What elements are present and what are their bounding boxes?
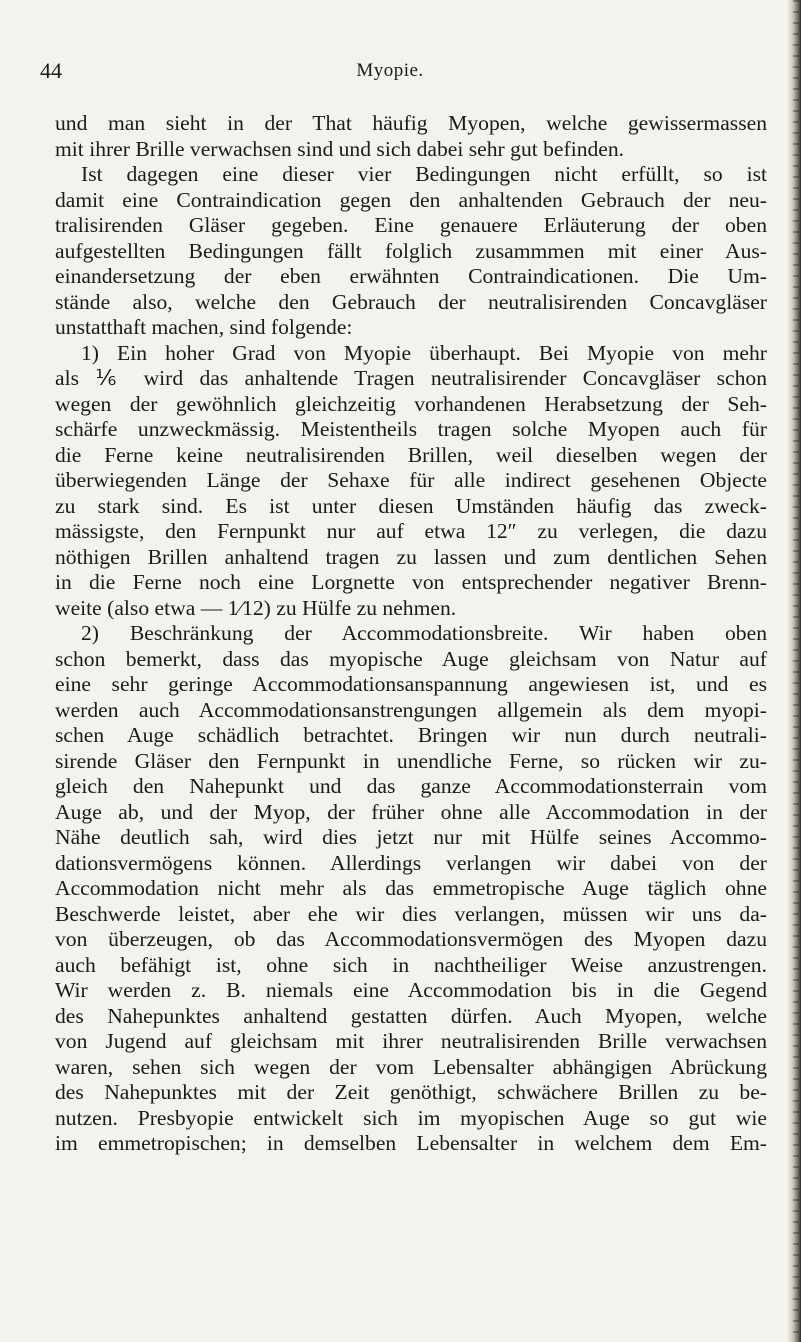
- page-header: [40, 58, 740, 88]
- text-line: mässigste, den Fernpunkt nur auf etwa 12″ zu verlegen, die dazu: [55, 519, 767, 543]
- page-number: 44: [40, 58, 62, 83]
- text-line: eine sehr geringe Accommodationsanspannung angewiesen ist, und es: [55, 672, 767, 696]
- text-line: von Jugend auf gleichsam mit ihrer neutralisirenden Brille verwachsen: [55, 1029, 767, 1053]
- text-line: tralisirenden Gläser gegeben. Eine genauere Erläuterung der oben: [55, 213, 767, 237]
- text-line: schärfe unzweckmässig. Meistentheils tragen solche Myopen auch für: [55, 417, 767, 441]
- text-line: schen Auge schädlich betrachtet. Bringen wir nun durch neutrali-: [55, 723, 767, 747]
- body-text: [55, 111, 767, 1157]
- text-line: auch befähigt ist, ohne sich in nachtheiliger Weise anzustrengen.: [55, 952, 767, 977]
- page-edge-marks: [793, 0, 799, 1342]
- text-line: Ist dagegen eine dieser vier Bedingungen nicht erfüllt, so ist: [81, 162, 767, 186]
- text-line: überwiegenden Länge der Sehaxe für alle indirect gesehenen Objecte: [55, 468, 767, 492]
- text-line: unstatthaft machen, sind folgende:: [55, 315, 353, 339]
- text-line: Accommodation nicht mehr als das emmetropische Auge täglich ohne: [55, 876, 767, 900]
- text-line: die Ferne keine neutralisirenden Brillen, weil dieselben wegen der: [55, 442, 767, 467]
- text-line: einandersetzung der eben erwähnten Contraindicationen. Die Um-: [55, 264, 767, 288]
- text-line: und man sieht in der That häufig Myopen, welche gewissermassen: [55, 111, 767, 135]
- text-line: sirende Gläser den Fernpunkt in unendliche Ferne, so rücken wir zu-: [55, 748, 767, 773]
- text-line: des Nahepunktes anhaltend gestatten dürfen. Auch Myopen, welche: [55, 1003, 767, 1028]
- text-line: im emmetropischen; in demselben Lebensalter in welchem dem Em-: [55, 1131, 767, 1155]
- text-line: als ⅙ wird das anhaltende Tragen neutralisirender Concavgläser schon: [55, 366, 767, 390]
- text-line: zu stark sind. Es ist unter diesen Umständen häufig das zweck-: [55, 493, 767, 518]
- text-line: weite (also etwa — 1⁄12) zu Hülfe zu nehmen.: [55, 595, 457, 620]
- text-line: waren, sehen sich wegen der vom Lebensalter abhängigen Abrückung: [55, 1054, 767, 1079]
- text-line: Beschwerde leistet, aber ehe wir dies verlangen, müssen wir uns da-: [55, 901, 767, 926]
- text-line: nutzen. Presbyopie entwickelt sich im myopischen Auge so gut wie: [55, 1105, 767, 1130]
- text-line: wegen der gewöhnlich gleichzeitig vorhandenen Herabsetzung der Seh-: [55, 391, 767, 416]
- text-line: gleich den Nahepunkt und das ganze Accommodationsterrain vom: [55, 774, 767, 798]
- running-head: Myopie.: [356, 60, 424, 81]
- text-line: dationsvermögens können. Allerdings verlangen wir dabei von der: [55, 850, 767, 875]
- text-line: 2) Beschränkung der Accommodationsbreite. Wir haben oben: [81, 621, 767, 645]
- text-line: in die Ferne noch eine Lorgnette von entsprechender negativer Brenn-: [55, 570, 767, 594]
- text-line: schon bemerkt, dass das myopische Auge gleichsam von Natur auf: [55, 646, 767, 671]
- text-line: damit eine Contraindication gegen den anhaltenden Gebrauch der neu-: [55, 187, 767, 212]
- text-line: werden auch Accommodationsanstrengungen allgemein als dem myopi-: [55, 697, 767, 722]
- text-line: nöthigen Brillen anhaltend tragen zu lassen und zum dentlichen Sehen: [55, 544, 767, 569]
- text-line: von überzeugen, ob das Accommodationsvermögen des Myopen dazu: [55, 927, 767, 951]
- text-line: des Nahepunktes mit der Zeit genöthigt, schwächere Brillen zu be-: [55, 1080, 767, 1104]
- text-line: Nähe deutlich sah, wird dies jetzt nur mit Hülfe seines Accommo-: [55, 825, 767, 849]
- text-line: 1) Ein hoher Grad von Myopie überhaupt. Bei Myopie von mehr: [81, 340, 767, 365]
- text-line: mit ihrer Brille verwachsen sind und sich dabei sehr gut befinden.: [55, 136, 625, 161]
- text-line: Auge ab, und der Myop, der früher ohne alle Accommodation in der: [55, 799, 767, 824]
- text-line: aufgestellten Bedingungen fällt folglich zusammmen mit einer Aus-: [55, 238, 767, 263]
- text-line: Wir werden z. B. niemals eine Accommodation bis in die Gegend: [55, 978, 767, 1002]
- text-line: stände also, welche den Gebrauch der neutralisirenden Concavgläser: [55, 289, 767, 314]
